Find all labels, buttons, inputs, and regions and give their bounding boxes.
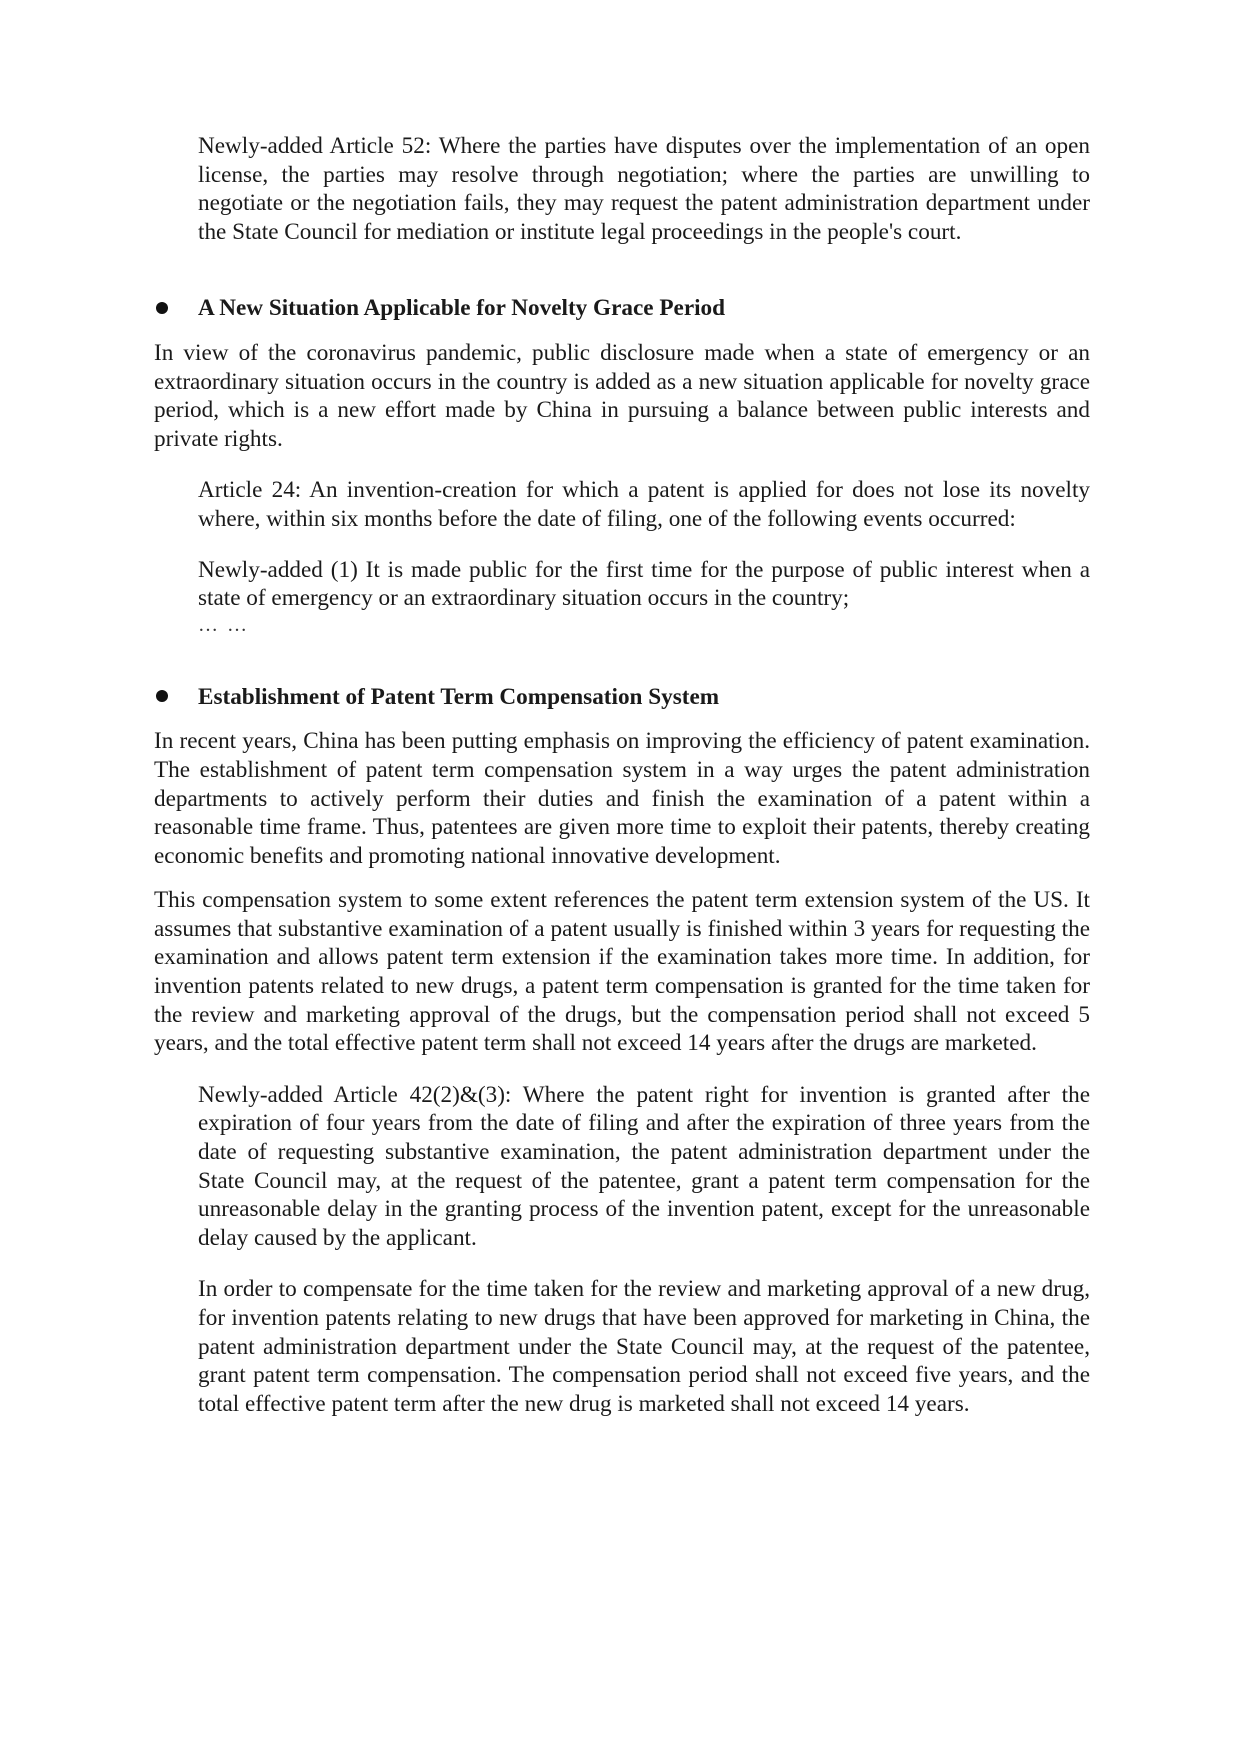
section-heading-text: A New Situation Applicable for Novelty Grace Period	[198, 295, 726, 322]
article-24-text: Article 24: An invention-creation for which a patent is applied for does not lose its novelty where, within six months before the date of filing, one of the following events occurred:	[198, 477, 1090, 532]
article-52-text: Newly-added Article 52: Where the parties have disputes over the implementation of an open license, the parties may resolve through negotiation; where the parties are unwilling to negotiate or the negotiation fails, they may request the patent administration department under the State Council for mediation or institute legal proceedings in the people's court.	[198, 133, 1090, 245]
bullet-icon	[154, 683, 198, 712]
compensation-para-1: In recent years, China has been putting emphasis on improving the efficiency of patent examination. The establishment of patent term compensation system in a way urges the patent administration departments to actively perform their duties and finish the examination of a patent within a reasonable time frame. Thus, patentees are given more time to exploit their patents, thereby creating economic benefits and promoting national innovative development.	[154, 728, 1090, 869]
document-page	[154, 132, 1090, 1418]
grace-period-intro: In view of the coronavirus pandemic, public disclosure made when a state of emergency or an extraordinary situation occurs in the country is added as a new situation applicable for novelty grace period, which is a new effort made by China in pursuing a balance between public interests and private rights.	[154, 339, 1090, 452]
article-24-item-1: Newly-added (1) It is made public for the first time for the purpose of public interest when a state of emergency or an extraordinary situation occurs in the country;	[198, 556, 1090, 612]
section-heading-term-compensation	[154, 683, 1090, 712]
section-heading-grace-period	[154, 294, 1090, 323]
section-heading-text: Establishment of Patent Term Compensation System	[198, 683, 720, 710]
compensation-para-2: This compensation system to some extent references the patent term extension system of the US. It assumes that substantive examination of a patent usually is finished within 3 years for requesting the examination and allows patent term extension if the examination takes more time. In addition, for invention patents related to new drugs, a patent term compensation is granted for the time taken for the review and marketing approval of the drugs, but the compensation period shall not exceed 5 years, and the total effective patent term shall not exceed 14 years after the drugs are marketed.	[154, 887, 1090, 1057]
ellipsis: … …	[198, 613, 249, 636]
article-42-text: Newly-added Article 42(2)&(3): Where the patent right for invention is granted after the expiration of four years from the date of filing and after the expiration of three years from the date of requesting substantive examination, the patent administration department under the State Council may, at the request of the patentee, grant a patent term compensation for the unreasonable delay in the granting process of the invention patent, except for the unreasonable delay caused by the applicant.	[198, 1081, 1090, 1251]
bullet-icon	[154, 294, 198, 323]
article-42-continuation: In order to compensate for the time taken for the review and marketing approval of a new drug, for invention patents relating to new drugs that have been approved for marketing in China, the patent administration department under the State Council may, at the request of the patentee, grant patent term compensation. The compensation period shall not exceed five years, and the total effective patent term after the new drug is marketed shall not exceed 14 years.	[198, 1276, 1090, 1417]
